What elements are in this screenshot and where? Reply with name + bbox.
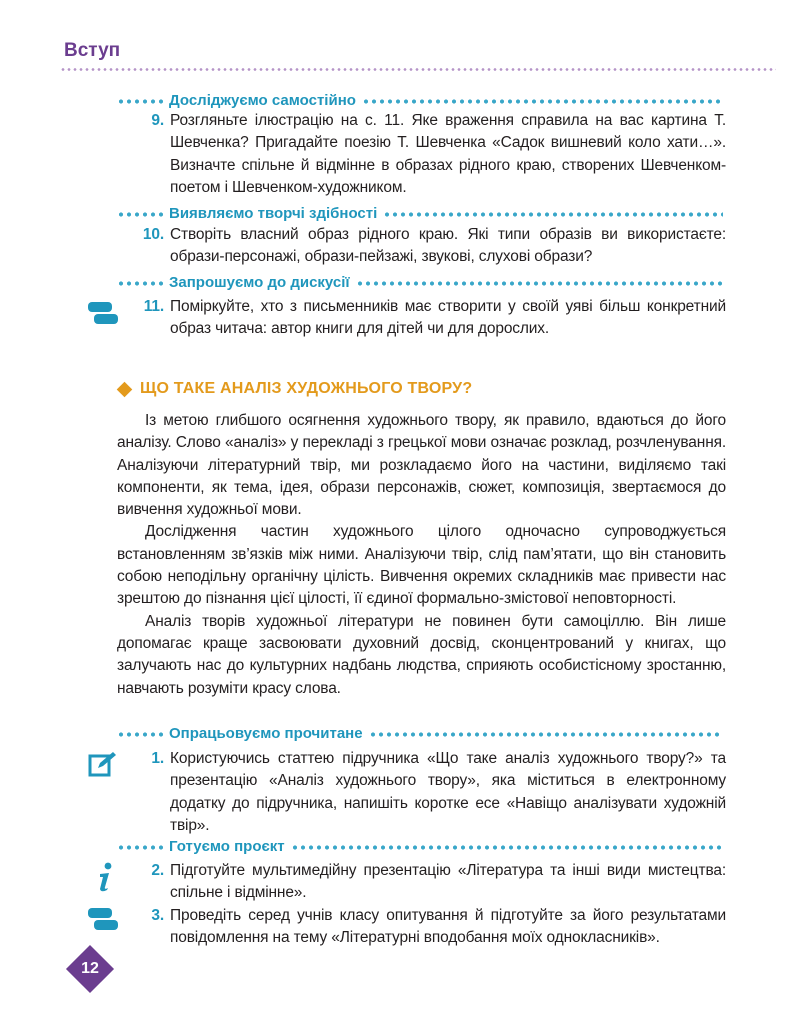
write-icon — [88, 750, 118, 778]
dots-divider — [356, 281, 723, 286]
task-10 — [130, 224, 726, 269]
section-creative-header — [117, 205, 723, 223]
section-title: Вступ — [64, 40, 121, 61]
task-text: Поміркуйте, хто з письменників має створити у своїй уяві більш конкретний образ читача: автор книги для дітей чи для дорослих. — [170, 298, 726, 338]
task-text: Підготуйте мультимедійну презентацію «Література та інші види мистецтва: спільне і відмінне». — [170, 862, 726, 902]
dots-divider — [117, 99, 163, 104]
header-divider — [60, 68, 776, 71]
article-paragraph: Із метою глибшого осягнення художнього твору, як правило, вдаються до його аналізу. Слово «аналіз» у перекладі з грецької мови означає розклад, розчленування. Аналізуючи літературний твір, ми розкладаємо його на частини, виділяємо такі компоненти, як тема, ідея, образи персонажів, сюжет, композиція, звертаємося до вивчення художньої мови. — [117, 412, 726, 519]
section-discussion-header — [117, 274, 723, 292]
dots-divider — [291, 845, 723, 850]
task-number: 1. — [151, 750, 164, 767]
task-number: 9. — [151, 112, 164, 129]
article-paragraph: Аналіз творів художньої літератури не повинен бути самоціллю. Він лише допомагає краще засвоювати духовний досвід, сконцентрований у книгах, що залучають нас до культурних надбань людства, сприяють особистісному зростанню, навчають розуміти красу слова. — [117, 612, 726, 697]
section-label: Досліджуємо самостійно — [169, 92, 356, 109]
info-icon — [94, 862, 116, 892]
task-number: 10. — [142, 226, 164, 243]
article-paragraph: Дослідження частин художнього цілого одночасно супроводжується встановленням зв’язків між ними. Аналізуючи твір, слід пам’ятати, що він становить собою неподільну органічну цілість. Вивчення окремих складників має привести нас зрештою до пізнання цієї цілості, її єдиної формально-змістової неповторності. — [117, 523, 726, 608]
task-text: Користуючись статтею підручника «Що таке аналіз художнього твору?» та презентацію «Аналіз художнього твору», яка міститься в електронному додатку до підручника, напишіть коротке есе «Навіщо аналізувати художній твір». — [170, 750, 726, 834]
page-number: 12 — [81, 960, 99, 977]
discussion-icon — [86, 300, 120, 326]
task-text: Розгляньте ілюстрацію на с. 11. Яке враження справила на вас картина Т. Шевченка? Пригадайте поезію Т. Шевченка «Садок вишневий коло хати…». Визначте спільне й відмінне в образах рідного краю, створених Шевченком-поетом і Шевченком-художником. — [170, 112, 726, 196]
task-text: Проведіть серед учнів класу опитування й підготуйте за його результатами повідомлення на тему «Літературні вподобання моїх однокласників». — [170, 907, 726, 947]
section-label: Запрошуємо до дискусії — [169, 274, 350, 291]
task-text: Створіть власний образ рідного краю. Які типи образів ви використаєте: образи-персонажі, образи-пейзажі, звукові, слухові образи? — [170, 226, 726, 266]
dots-divider — [383, 212, 723, 217]
article-body — [117, 410, 726, 700]
section-label: Виявляємо творчі здібності — [169, 205, 378, 222]
section-processing-header — [117, 725, 723, 743]
task-number: 2. — [151, 862, 164, 879]
page-number-badge — [67, 946, 113, 992]
task-11 — [130, 296, 726, 341]
task-number: 11. — [143, 298, 164, 315]
discussion-icon — [86, 906, 120, 932]
task-processing-1 — [130, 748, 726, 837]
article-title: ЩО ТАКЕ АНАЛІЗ ХУДОЖНЬОГО ТВОРУ? — [140, 380, 473, 397]
task-9 — [130, 110, 726, 199]
task-project-3 — [130, 905, 726, 950]
section-label: Опрацьовуємо прочитане — [169, 725, 363, 742]
dots-divider — [117, 845, 163, 850]
dots-divider — [117, 281, 163, 286]
section-label: Готуємо проєкт — [169, 838, 285, 855]
section-project-header — [117, 838, 723, 856]
dots-divider — [362, 99, 723, 104]
diamond-bullet-icon — [117, 381, 133, 397]
task-number: 3. — [151, 907, 164, 924]
task-project-2 — [130, 860, 726, 905]
section-explore-header — [117, 92, 723, 110]
dots-divider — [369, 732, 723, 737]
dots-divider — [117, 212, 163, 217]
article-heading — [117, 380, 472, 398]
dots-divider — [117, 732, 163, 737]
